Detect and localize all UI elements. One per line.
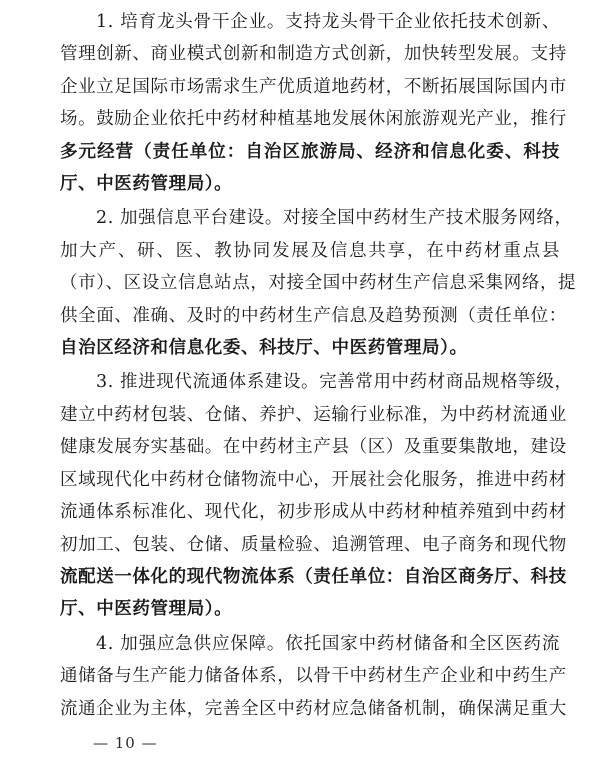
text-line: 3. 推进现代流通体系建设。完善常用中药材商品规格等级，: [96, 372, 573, 393]
paragraph-1: [60, 6, 567, 200]
text-line: 1. 培育龙头骨干企业。支持龙头骨干企业依托技术创新、: [96, 12, 560, 32]
text-line: 厅、中医药管理局）。: [60, 174, 233, 195]
text-line: 自治区经济和信息化委、科技厅、中医药管理局）。: [60, 338, 468, 359]
text-line: 初加工、包装、仓储、质量检验、追溯管理、电子商务和现代物: [60, 534, 567, 555]
paragraph-2: [60, 202, 577, 364]
text-line: 通储备与生产能力储备体系，以骨干中药材生产企业和中药生产: [60, 666, 567, 687]
document-body: [60, 6, 577, 727]
text-line: 流配送一体化的现代物流体系（责任单位：自治区商务厅、科技: [60, 566, 567, 587]
text-line: 2. 加强信息平台建设。对接全国中药材生产技术服务网络，: [96, 208, 573, 229]
text-line: 区域现代化中药材仓储物流中心，开展社会化服务，推进中药材: [60, 469, 567, 490]
paragraph-3: [60, 366, 573, 625]
text-line: 厅、中医药管理局）。: [60, 599, 233, 620]
text-line: 流通体系标准化、现代化，初步形成从中药材种植养殖到中药材: [60, 502, 567, 523]
text-line: 供全面、准确、及时的中药材生产信息及趋势预测（责任单位：: [60, 305, 567, 326]
text-line: 管理创新、商业模式创新和制造方式创新，加快转型发展。支持: [60, 44, 567, 65]
text-line: 流通企业为主体，完善全区中药材应急储备机制，确保满足重大: [60, 698, 567, 719]
text-line: 加大产、研、医、教协同发展及信息共享，在中药材重点县: [60, 240, 560, 261]
text-line: 健康发展夯实基础。在中药材主产县（区）及重要集散地，建设: [60, 437, 567, 458]
page-number: — 10 —: [93, 734, 158, 752]
text-line: （市）、区设立信息站点，对接全国中药材生产信息采集网络，提: [60, 273, 577, 294]
text-line: 企业立足国际市场需求生产优质道地药材，不断拓展国际国内市: [60, 76, 567, 97]
text-line: 场。鼓励企业依托中药材种植基地发展休闲旅游观光产业，推行: [60, 109, 567, 130]
text-line: 4. 加强应急供应保障。依托国家中药材储备和全区医药流: [96, 633, 560, 654]
text-line: 多元经营（责任单位：自治区旅游局、经济和信息化委、科技: [60, 141, 560, 162]
text-line: 建立中药材包装、仓储、养护、运输行业标准，为中药材流通业: [60, 404, 567, 425]
paragraph-4: [60, 628, 567, 725]
